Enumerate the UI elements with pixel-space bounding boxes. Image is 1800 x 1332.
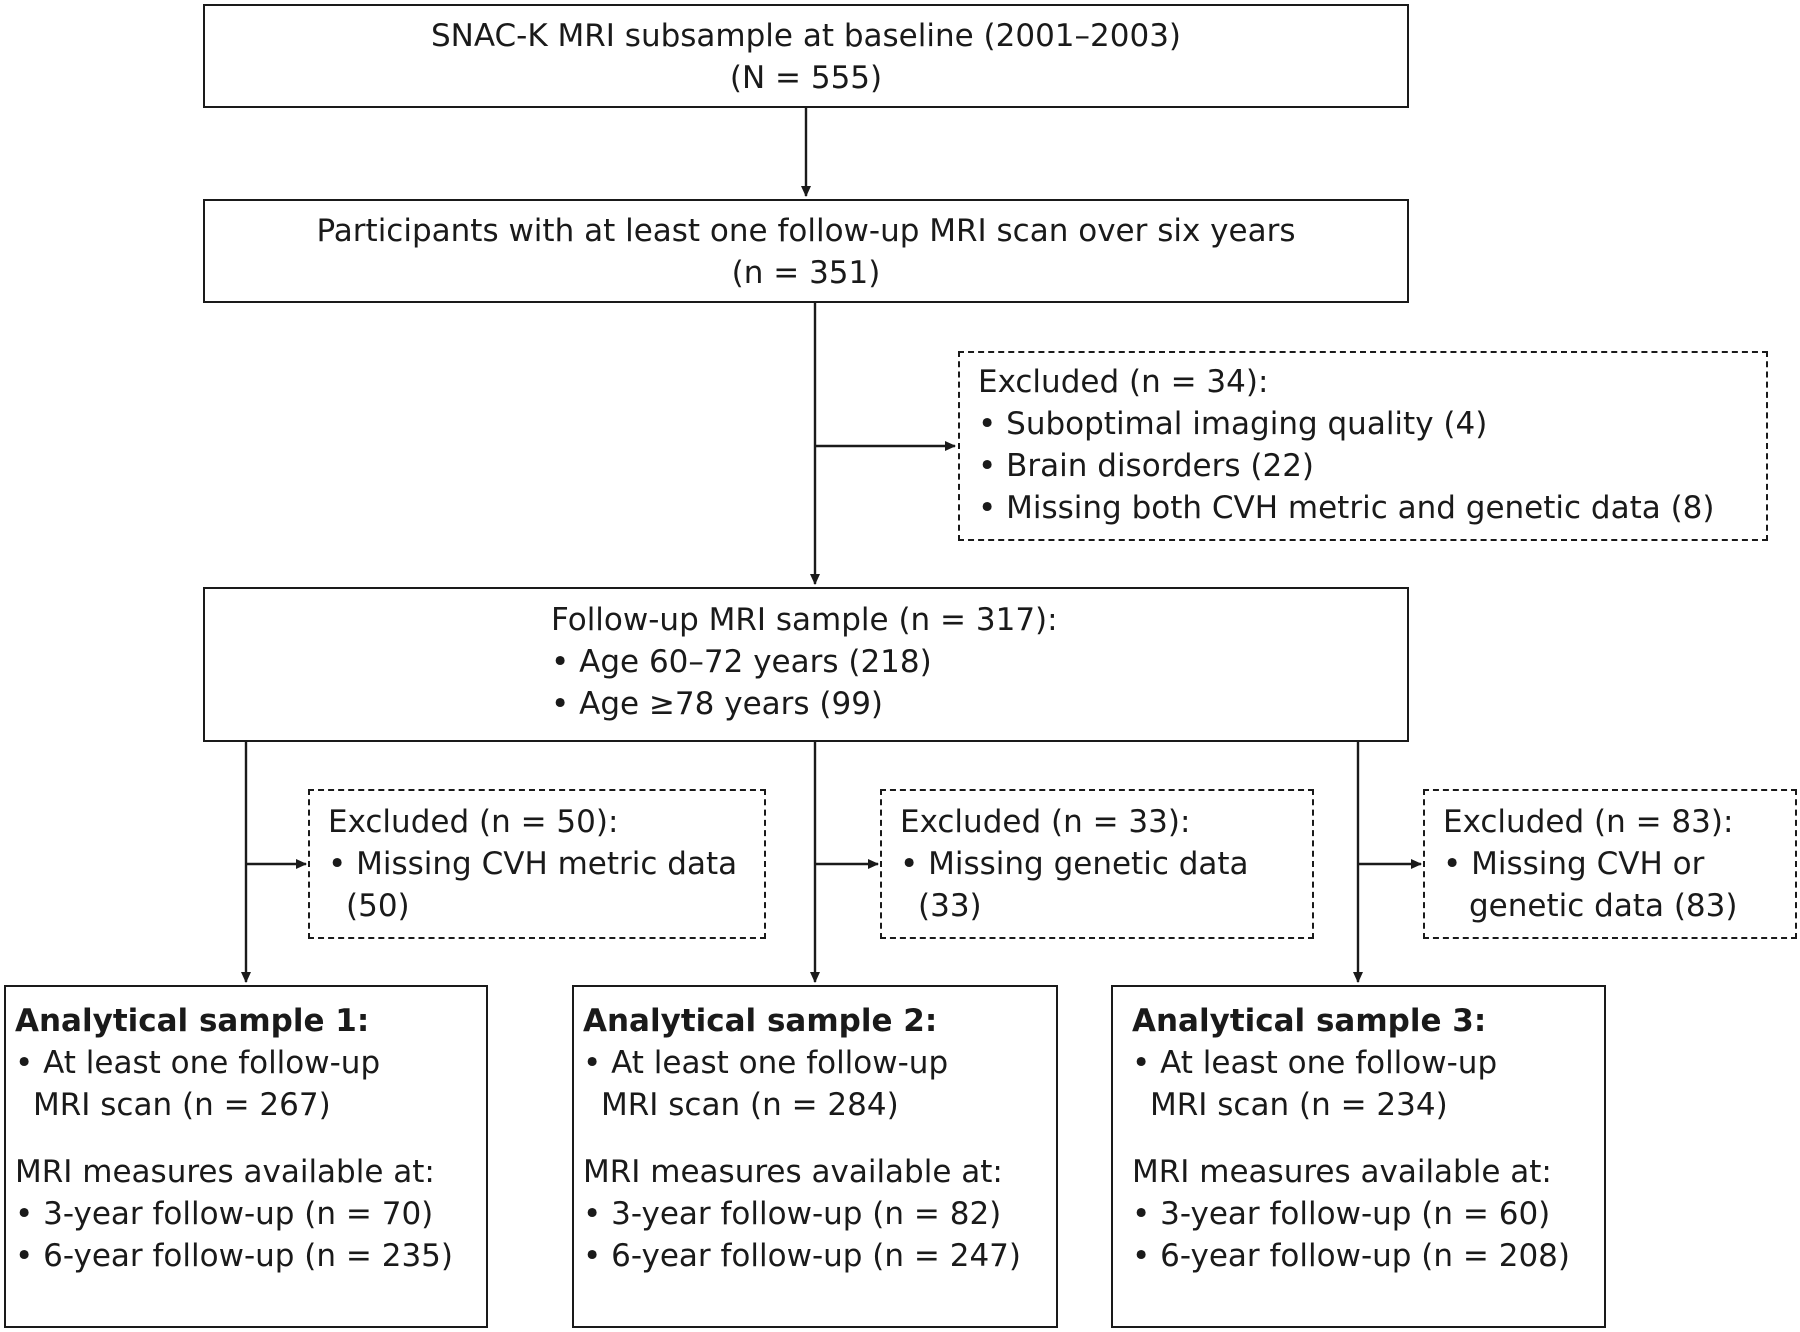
analytical-sample-2-box bbox=[572, 985, 1058, 1328]
followup-participants-line1: Participants with at least one follow-up MRI scan over six years bbox=[316, 213, 1296, 249]
followup-participants-line2: (n = 351) bbox=[731, 255, 881, 291]
analytical-sample-2-fu6: • 6-year follow-up (n = 247) bbox=[583, 1238, 1021, 1274]
analytical-sample-2-fu3: • 3-year follow-up (n = 82) bbox=[583, 1196, 1002, 1232]
baseline-box-line2: (N = 555) bbox=[729, 60, 883, 96]
analytical-sample-2-measures: MRI measures available at: bbox=[583, 1154, 1003, 1190]
analytical-sample-1-measures: MRI measures available at: bbox=[15, 1154, 435, 1190]
analytical-sample-2-title: Analytical sample 2: bbox=[583, 1003, 938, 1039]
excluded-top-item: • Brain disorders (22) bbox=[978, 448, 1315, 484]
analytical-sample-1-fu6: • 6-year follow-up (n = 235) bbox=[15, 1238, 453, 1274]
analytical-sample-2-scan-line2: MRI scan (n = 284) bbox=[601, 1087, 899, 1123]
followup-mri-sample-box bbox=[203, 587, 1409, 742]
analytical-sample-1-box bbox=[4, 985, 488, 1328]
analytical-sample-3-scan-line1: • At least one follow-up bbox=[1132, 1045, 1498, 1081]
excluded-box-3 bbox=[1423, 789, 1797, 939]
analytical-sample-1-fu3: • 3-year follow-up (n = 70) bbox=[15, 1196, 434, 1232]
excluded-box-1-line1: • Missing CVH metric data bbox=[328, 846, 738, 882]
analytical-sample-3-measures: MRI measures available at: bbox=[1132, 1154, 1552, 1190]
excluded-top-title: Excluded (n = 34): bbox=[978, 364, 1269, 400]
followup-participants-box bbox=[203, 199, 1409, 303]
baseline-box-line1: SNAC-K MRI subsample at baseline (2001–2003) bbox=[430, 18, 1182, 54]
analytical-sample-3-scan-line2: MRI scan (n = 234) bbox=[1150, 1087, 1448, 1123]
excluded-box-3-title: Excluded (n = 83): bbox=[1443, 804, 1734, 840]
excluded-box-1-title: Excluded (n = 50): bbox=[328, 804, 619, 840]
excluded-box-2-line1: • Missing genetic data bbox=[900, 846, 1249, 882]
excluded-box-2-line2: (33) bbox=[918, 888, 982, 924]
baseline-box bbox=[203, 4, 1409, 108]
excluded-top-item: • Suboptimal imaging quality (4) bbox=[978, 406, 1488, 442]
excluded-top-box bbox=[958, 351, 1768, 541]
excluded-box-2-title: Excluded (n = 33): bbox=[900, 804, 1191, 840]
excluded-top-item: • Missing both CVH metric and genetic data (8) bbox=[978, 490, 1715, 526]
analytical-sample-1-title: Analytical sample 1: bbox=[15, 1003, 370, 1039]
excluded-box-3-line2: genetic data (83) bbox=[1469, 888, 1738, 924]
excluded-box-2 bbox=[880, 789, 1314, 939]
excluded-box-1 bbox=[308, 789, 766, 939]
analytical-sample-1-scan-line1: • At least one follow-up bbox=[15, 1045, 381, 1081]
analytical-sample-3-box bbox=[1111, 985, 1606, 1328]
analytical-sample-3-title: Analytical sample 3: bbox=[1132, 1003, 1487, 1039]
analytical-sample-1-scan-line2: MRI scan (n = 267) bbox=[33, 1087, 331, 1123]
analytical-sample-2-scan-line1: • At least one follow-up bbox=[583, 1045, 949, 1081]
analytical-sample-3-fu6: • 6-year follow-up (n = 208) bbox=[1132, 1238, 1570, 1274]
analytical-sample-3-fu3: • 3-year follow-up (n = 60) bbox=[1132, 1196, 1551, 1232]
followup-mri-sample-item: • Age 60–72 years (218) bbox=[551, 644, 932, 680]
followup-mri-sample-title: Follow-up MRI sample (n = 317): bbox=[551, 602, 1058, 638]
excluded-box-1-line2: (50) bbox=[346, 888, 410, 924]
followup-mri-sample-item: • Age ≥78 years (99) bbox=[551, 686, 884, 722]
excluded-box-3-line1: • Missing CVH or bbox=[1443, 846, 1705, 882]
